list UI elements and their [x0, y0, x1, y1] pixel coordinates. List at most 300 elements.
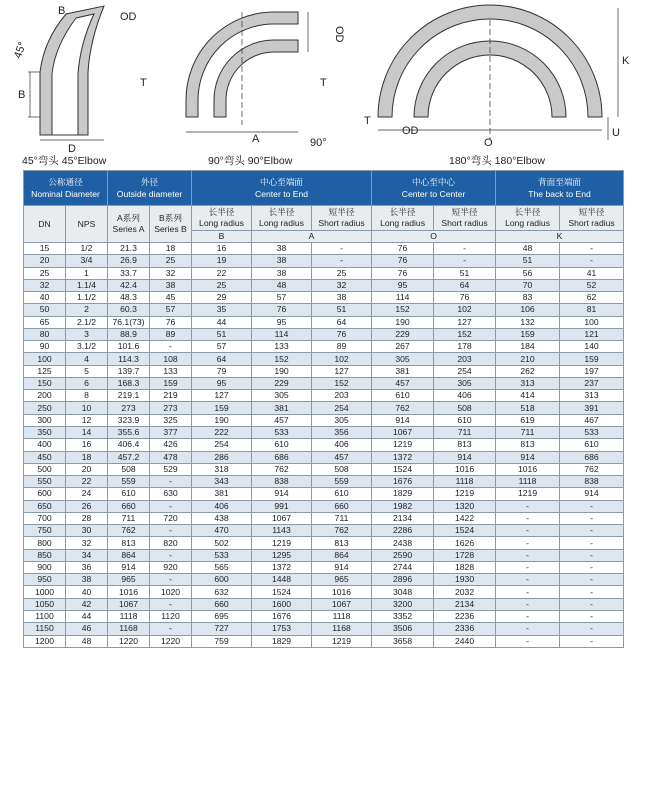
table-cell: 3.1/2	[66, 341, 108, 353]
table-cell: -	[150, 341, 192, 353]
table-cell: 32	[66, 537, 108, 549]
table-cell: 550	[24, 476, 66, 488]
table-cell: 762	[372, 402, 434, 414]
table-cell: 203	[312, 390, 372, 402]
table-cell: 48	[252, 279, 312, 291]
table-row	[24, 390, 624, 402]
table-cell: 1200	[24, 635, 66, 647]
table-cell: 1067	[252, 512, 312, 524]
table-cell: 1676	[252, 610, 312, 622]
table-cell: 184	[496, 341, 560, 353]
table-cell: -	[560, 635, 624, 647]
table-cell: 2236	[434, 610, 496, 622]
table-cell: 610	[108, 488, 150, 500]
table-row	[24, 341, 624, 353]
table-cell: 356	[312, 426, 372, 438]
label-b45: B	[18, 89, 26, 101]
table-cell: 42.4	[108, 279, 150, 291]
table-cell: 190	[192, 414, 252, 426]
table-row	[24, 353, 624, 365]
table-cell: 286	[192, 451, 252, 463]
header-letter-b: B	[192, 231, 252, 243]
table-cell: 35	[192, 304, 252, 316]
table-row	[24, 377, 624, 389]
table-cell: 1524	[434, 525, 496, 537]
table-cell: -	[496, 549, 560, 561]
header-long-radius-a: 长半径 Long radius	[252, 206, 312, 231]
table-cell: 18	[150, 243, 192, 255]
table-cell: 965	[108, 574, 150, 586]
table-cell: 178	[434, 341, 496, 353]
table-cell: -	[560, 561, 624, 573]
table-cell: 600	[192, 574, 252, 586]
table-cell: 2134	[434, 598, 496, 610]
table-cell: 25	[312, 267, 372, 279]
table-cell: 32	[150, 267, 192, 279]
table-cell: 632	[192, 586, 252, 598]
table-cell: 1220	[150, 635, 192, 647]
table-cell: 159	[192, 402, 252, 414]
table-cell: 76	[312, 328, 372, 340]
table-cell: 1219	[252, 537, 312, 549]
table-cell: 38	[66, 574, 108, 586]
table-cell: 267	[372, 341, 434, 353]
table-cell: 457	[312, 451, 372, 463]
table-cell: 914	[434, 451, 496, 463]
table-cell: 70	[496, 279, 560, 291]
table-cell: 1118	[434, 476, 496, 488]
table-cell: 1320	[434, 500, 496, 512]
table-cell: 711	[434, 426, 496, 438]
header-series-b: B系列 Series B	[150, 206, 192, 243]
table-cell: 22	[192, 267, 252, 279]
label-od180: OD	[402, 125, 419, 137]
table-cell: 381	[252, 402, 312, 414]
table-cell: 1067	[108, 598, 150, 610]
table-cell: 914	[312, 561, 372, 573]
table-cell: 686	[252, 451, 312, 463]
table-cell: 920	[150, 561, 192, 573]
table-cell: -	[560, 500, 624, 512]
table-cell: 2744	[372, 561, 434, 573]
table-cell: 864	[312, 549, 372, 561]
table-cell: 30	[66, 525, 108, 537]
table-cell: 1.1/4	[66, 279, 108, 291]
table-cell: 26	[66, 500, 108, 512]
table-cell: 610	[312, 488, 372, 500]
header-long-radius-o: 长半径 Long radius	[372, 206, 434, 231]
table-cell: 1422	[434, 512, 496, 524]
table-row	[24, 610, 624, 622]
table-cell: -	[496, 525, 560, 537]
table-cell: 15	[24, 243, 66, 255]
table-cell: -	[150, 574, 192, 586]
table-cell: 114	[372, 292, 434, 304]
table-cell: 1219	[372, 439, 434, 451]
table-cell: 700	[24, 512, 66, 524]
table-cell: 2134	[372, 512, 434, 524]
table-cell: 88.9	[108, 328, 150, 340]
table-cell: 51	[496, 255, 560, 267]
table-cell: 533	[560, 426, 624, 438]
table-cell: 533	[192, 549, 252, 561]
table-cell: 820	[150, 537, 192, 549]
table-cell: 559	[108, 476, 150, 488]
table-cell: 210	[496, 353, 560, 365]
table-cell: 33.7	[108, 267, 150, 279]
table-cell: 60.3	[108, 304, 150, 316]
table-cell: 720	[150, 512, 192, 524]
table-cell: 1676	[372, 476, 434, 488]
table-cell: 2032	[434, 586, 496, 598]
table-cell: 133	[150, 365, 192, 377]
table-cell: -	[434, 255, 496, 267]
table-cell: 1219	[312, 635, 372, 647]
caption-90-elbow: 90°弯头 90°Elbow	[208, 155, 293, 167]
table-body	[24, 243, 624, 648]
label-d45: D	[68, 143, 76, 155]
table-cell: 76	[372, 243, 434, 255]
table-cell: 1220	[108, 635, 150, 647]
table-cell: 1	[66, 267, 108, 279]
table-cell: 200	[24, 390, 66, 402]
table-row	[24, 402, 624, 414]
table-cell: 197	[560, 365, 624, 377]
table-cell: 36	[66, 561, 108, 573]
table-cell: 759	[192, 635, 252, 647]
table-cell: -	[560, 255, 624, 267]
table-cell: 300	[24, 414, 66, 426]
table-cell: -	[560, 243, 624, 255]
table-cell: 254	[434, 365, 496, 377]
table-cell: 630	[150, 488, 192, 500]
table-cell: -	[150, 598, 192, 610]
table-cell: -	[560, 574, 624, 586]
table-cell: 125	[24, 365, 66, 377]
table-cell: 44	[66, 610, 108, 622]
table-cell: 76	[372, 267, 434, 279]
table-cell: 139.7	[108, 365, 150, 377]
label-t45: T	[140, 77, 147, 89]
header-letter-a: A	[252, 231, 372, 243]
header-short-radius-a: 短半径 Short radius	[312, 206, 372, 231]
table-cell: 132	[496, 316, 560, 328]
table-cell: 89	[150, 328, 192, 340]
table-cell: 100	[560, 316, 624, 328]
table-cell: 2896	[372, 574, 434, 586]
table-cell: 762	[252, 463, 312, 475]
table-cell: 502	[192, 537, 252, 549]
table-cell: 76	[252, 304, 312, 316]
table-cell: -	[560, 512, 624, 524]
table-row	[24, 537, 624, 549]
table-cell: -	[560, 525, 624, 537]
table-cell: 4	[66, 353, 108, 365]
table-cell: 1982	[372, 500, 434, 512]
table-cell: 565	[192, 561, 252, 573]
table-cell: 24	[66, 488, 108, 500]
table-cell: 1020	[150, 586, 192, 598]
table-cell: 1118	[108, 610, 150, 622]
table-cell: -	[150, 549, 192, 561]
table-cell: 203	[434, 353, 496, 365]
table-cell: 2	[66, 304, 108, 316]
table-cell: 254	[312, 402, 372, 414]
table-row	[24, 586, 624, 598]
header-dn: DN	[24, 206, 66, 243]
table-cell: 48	[66, 635, 108, 647]
group-outside-diameter: 外径 Outside diameter	[108, 171, 192, 206]
table-row	[24, 451, 624, 463]
group-back-to-end: 背面至端面 The back to End	[496, 171, 624, 206]
table-cell: 457.2	[108, 451, 150, 463]
table-cell: 1118	[312, 610, 372, 622]
table-cell: 101.6	[108, 341, 150, 353]
table-cell: 1067	[312, 598, 372, 610]
table-cell: 762	[312, 525, 372, 537]
table-cell: 381	[372, 365, 434, 377]
header-short-radius-k: 短半径 Short radius	[560, 206, 624, 231]
table-cell: 1016	[312, 586, 372, 598]
table-cell: 914	[372, 414, 434, 426]
label-t180: T	[364, 115, 371, 127]
table-cell: 80	[24, 328, 66, 340]
table-cell: 406	[312, 439, 372, 451]
table-cell: 1000	[24, 586, 66, 598]
table-cell: 610	[252, 439, 312, 451]
table-cell: 57	[192, 341, 252, 353]
table-cell: 51	[312, 304, 372, 316]
table-row	[24, 414, 624, 426]
table-cell: 42	[66, 598, 108, 610]
table-cell: 478	[150, 451, 192, 463]
table-cell: 50	[24, 304, 66, 316]
table-cell: 1448	[252, 574, 312, 586]
table-cell: -	[496, 586, 560, 598]
table-cell: 1626	[434, 537, 496, 549]
table-cell: 2336	[434, 623, 496, 635]
table-row	[24, 561, 624, 573]
header-series-a: A系列 Series A	[108, 206, 150, 243]
table-row	[24, 549, 624, 561]
table-cell: 57	[252, 292, 312, 304]
table-cell: 914	[560, 488, 624, 500]
table-cell: 318	[192, 463, 252, 475]
table-cell: 114	[252, 328, 312, 340]
table-row	[24, 488, 624, 500]
table-cell: 26.9	[108, 255, 150, 267]
table-cell: -	[560, 610, 624, 622]
label-u180: U	[612, 127, 620, 139]
table-cell: 813	[496, 439, 560, 451]
label-k180: K	[622, 55, 630, 67]
table-cell: 10	[66, 402, 108, 414]
table-cell: 864	[108, 549, 150, 561]
table-cell: 838	[252, 476, 312, 488]
table-cell: 313	[496, 377, 560, 389]
table-cell: 64	[192, 353, 252, 365]
table-cell: 1728	[434, 549, 496, 561]
table-row	[24, 574, 624, 586]
table-cell: 457	[252, 414, 312, 426]
table-cell: 1219	[434, 488, 496, 500]
group-center-to-end: 中心至端面 Center to End	[192, 171, 372, 206]
table-row	[24, 463, 624, 475]
table-cell: 838	[560, 476, 624, 488]
header-long-radius-k: 长半径 Long radius	[496, 206, 560, 231]
table-cell: 1168	[108, 623, 150, 635]
table-cell: 22	[66, 476, 108, 488]
table-cell: 660	[192, 598, 252, 610]
table-cell: 38	[252, 267, 312, 279]
table-cell: 18	[66, 451, 108, 463]
table-cell: 95	[372, 279, 434, 291]
table-cell: 518	[496, 402, 560, 414]
table-cell: 64	[312, 316, 372, 328]
table-cell: 38	[252, 243, 312, 255]
table-cell: 355.6	[108, 426, 150, 438]
table-cell: -	[496, 512, 560, 524]
table-cell: -	[496, 598, 560, 610]
table-cell: 168.3	[108, 377, 150, 389]
table-cell: 57	[150, 304, 192, 316]
table-cell: 250	[24, 402, 66, 414]
table-cell: -	[496, 561, 560, 573]
table-cell: 2440	[434, 635, 496, 647]
table-cell: 686	[560, 451, 624, 463]
table-row	[24, 512, 624, 524]
table-cell: 8	[66, 390, 108, 402]
table-cell: -	[496, 574, 560, 586]
table-cell: 21.3	[108, 243, 150, 255]
table-cell: 45	[150, 292, 192, 304]
table-cell: 14	[66, 426, 108, 438]
table-cell: 1016	[108, 586, 150, 598]
table-cell: 1120	[150, 610, 192, 622]
table-cell: 102	[312, 353, 372, 365]
table-cell: 76	[372, 255, 434, 267]
table-cell: 32	[312, 279, 372, 291]
table-cell: -	[150, 500, 192, 512]
table-cell: 229	[372, 328, 434, 340]
table-row	[24, 476, 624, 488]
table-cell: 28	[66, 512, 108, 524]
table-cell: 377	[150, 426, 192, 438]
table-cell: 1168	[312, 623, 372, 635]
table-cell: 400	[24, 439, 66, 451]
table-cell: 508	[108, 463, 150, 475]
table-cell: 2438	[372, 537, 434, 549]
table-cell: 152	[312, 377, 372, 389]
table-cell: 850	[24, 549, 66, 561]
table-cell: 1372	[372, 451, 434, 463]
table-cell: 350	[24, 426, 66, 438]
table-cell: 2286	[372, 525, 434, 537]
header-nps: NPS	[66, 206, 108, 243]
header-letter-k: K	[496, 231, 624, 243]
table-cell: 1016	[434, 463, 496, 475]
label-od45: OD	[120, 11, 137, 23]
table-cell: 51	[434, 267, 496, 279]
table-cell: 914	[108, 561, 150, 573]
table-cell: 508	[434, 402, 496, 414]
table-cell: 95	[252, 316, 312, 328]
table-cell: 190	[252, 365, 312, 377]
table-cell: 762	[108, 525, 150, 537]
table-cell: 20	[66, 463, 108, 475]
table-cell: 152	[252, 353, 312, 365]
label-o180: O	[484, 137, 493, 149]
table-cell: 381	[192, 488, 252, 500]
table-cell: 991	[252, 500, 312, 512]
table-row	[24, 255, 624, 267]
table-cell: 16	[66, 439, 108, 451]
table-cell: 1016	[496, 463, 560, 475]
table-row	[24, 316, 624, 328]
table-cell: 965	[312, 574, 372, 586]
table-cell: 106	[496, 304, 560, 316]
label-a90: A	[252, 133, 260, 145]
table-cell: 3/4	[66, 255, 108, 267]
table-cell: 65	[24, 316, 66, 328]
table-cell: 1219	[496, 488, 560, 500]
table-cell: 610	[372, 390, 434, 402]
table-cell: 323.9	[108, 414, 150, 426]
table-cell: 305	[434, 377, 496, 389]
header-letter-o: O	[372, 231, 496, 243]
table-cell: -	[496, 537, 560, 549]
table-cell: 25	[192, 279, 252, 291]
table-cell: 20	[24, 255, 66, 267]
table-cell: 262	[496, 365, 560, 377]
table-cell: 40	[66, 586, 108, 598]
table-cell: 1150	[24, 623, 66, 635]
table-cell: 1372	[252, 561, 312, 573]
table-row	[24, 243, 624, 255]
table-cell: 800	[24, 537, 66, 549]
table-cell: 1100	[24, 610, 66, 622]
table-cell: 222	[192, 426, 252, 438]
table-cell: 610	[434, 414, 496, 426]
table-row	[24, 525, 624, 537]
label-a45: 45°	[11, 40, 29, 61]
table-cell: 25	[24, 267, 66, 279]
table-cell: 343	[192, 476, 252, 488]
table-cell: 711	[496, 426, 560, 438]
table-cell: 1.1/2	[66, 292, 108, 304]
table-cell: 76	[150, 316, 192, 328]
table-cell: 914	[496, 451, 560, 463]
table-cell: 38	[252, 255, 312, 267]
table-cell: 121	[560, 328, 624, 340]
table-row	[24, 267, 624, 279]
table-cell: -	[312, 255, 372, 267]
table-cell: 467	[560, 414, 624, 426]
table-row	[24, 365, 624, 377]
table-cell: 813	[312, 537, 372, 549]
table-cell: 159	[496, 328, 560, 340]
table-cell: 3506	[372, 623, 434, 635]
table-cell: 34	[66, 549, 108, 561]
table-cell: 40	[24, 292, 66, 304]
table-cell: -	[496, 635, 560, 647]
table-cell: -	[496, 610, 560, 622]
table-cell: 500	[24, 463, 66, 475]
table-cell: 3352	[372, 610, 434, 622]
table-cell: 813	[108, 537, 150, 549]
table-cell: 229	[252, 377, 312, 389]
table-row	[24, 426, 624, 438]
